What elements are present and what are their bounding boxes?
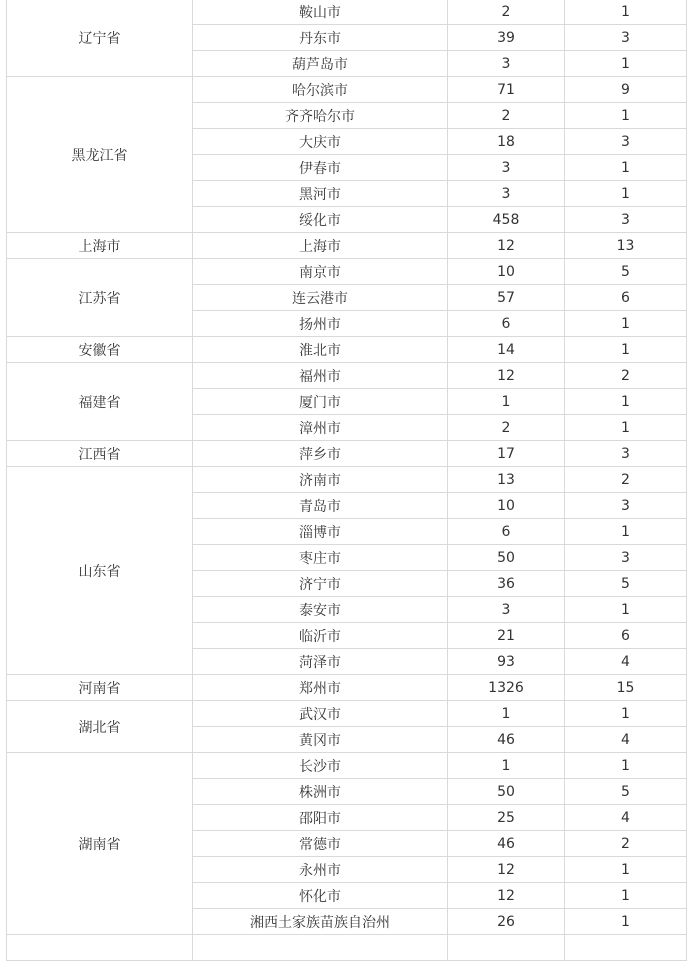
value-a-cell: 2 <box>448 415 565 441</box>
city-cell: 福州市 <box>193 363 448 389</box>
table-row <box>7 337 687 363</box>
city-cell: 泰安市 <box>193 597 448 623</box>
table-row <box>7 675 687 701</box>
value-b-cell: 3 <box>565 129 687 155</box>
value-a-cell: 3 <box>448 51 565 77</box>
value-a-cell: 13 <box>448 467 565 493</box>
value-b-cell: 3 <box>565 25 687 51</box>
value-b-cell: 1 <box>565 311 687 337</box>
city-cell: 丹东市 <box>193 25 448 51</box>
city-cell: 济南市 <box>193 467 448 493</box>
empty-cell <box>7 935 193 961</box>
table-row <box>7 753 687 779</box>
city-cell: 常德市 <box>193 831 448 857</box>
city-cell: 漳州市 <box>193 415 448 441</box>
value-b-cell: 5 <box>565 259 687 285</box>
value-a-cell: 71 <box>448 77 565 103</box>
value-a-cell: 3 <box>448 181 565 207</box>
value-b-cell: 9 <box>565 77 687 103</box>
empty-cell <box>448 935 565 961</box>
city-cell: 长沙市 <box>193 753 448 779</box>
province-cell: 上海市 <box>7 233 193 259</box>
value-a-cell: 39 <box>448 25 565 51</box>
value-a-cell: 2 <box>448 0 565 25</box>
city-cell: 济宁市 <box>193 571 448 597</box>
city-cell: 青岛市 <box>193 493 448 519</box>
value-a-cell: 3 <box>448 597 565 623</box>
value-a-cell: 21 <box>448 623 565 649</box>
value-a-cell: 12 <box>448 857 565 883</box>
value-b-cell: 3 <box>565 207 687 233</box>
table-row <box>7 233 687 259</box>
table-row-partial <box>7 935 687 961</box>
province-cell: 江苏省 <box>7 259 193 337</box>
value-a-cell: 1 <box>448 389 565 415</box>
city-cell: 临沂市 <box>193 623 448 649</box>
value-a-cell: 25 <box>448 805 565 831</box>
value-a-cell: 10 <box>448 259 565 285</box>
value-b-cell: 1 <box>565 909 687 935</box>
city-cell: 鞍山市 <box>193 0 448 25</box>
city-cell: 株洲市 <box>193 779 448 805</box>
value-a-cell: 93 <box>448 649 565 675</box>
value-a-cell: 1 <box>448 701 565 727</box>
value-b-cell: 4 <box>565 727 687 753</box>
empty-cell <box>193 935 448 961</box>
value-b-cell: 5 <box>565 779 687 805</box>
province-cell: 福建省 <box>7 363 193 441</box>
city-cell: 黑河市 <box>193 181 448 207</box>
value-b-cell: 1 <box>565 857 687 883</box>
city-cell: 扬州市 <box>193 311 448 337</box>
city-cell: 淮北市 <box>193 337 448 363</box>
value-b-cell: 1 <box>565 51 687 77</box>
province-cell: 山东省 <box>7 467 193 675</box>
value-b-cell: 4 <box>565 805 687 831</box>
value-a-cell: 50 <box>448 779 565 805</box>
value-b-cell: 1 <box>565 883 687 909</box>
city-data-table <box>6 0 687 961</box>
value-b-cell: 13 <box>565 233 687 259</box>
value-b-cell: 1 <box>565 597 687 623</box>
empty-cell <box>565 935 687 961</box>
value-a-cell: 46 <box>448 727 565 753</box>
value-b-cell: 3 <box>565 441 687 467</box>
city-cell: 怀化市 <box>193 883 448 909</box>
table-row <box>7 77 687 103</box>
value-b-cell: 1 <box>565 337 687 363</box>
city-cell: 黄冈市 <box>193 727 448 753</box>
value-a-cell: 1 <box>448 753 565 779</box>
value-b-cell: 2 <box>565 831 687 857</box>
value-b-cell: 2 <box>565 467 687 493</box>
province-cell: 江西省 <box>7 441 193 467</box>
value-a-cell: 12 <box>448 363 565 389</box>
city-cell: 葫芦岛市 <box>193 51 448 77</box>
city-cell: 枣庄市 <box>193 545 448 571</box>
value-a-cell: 17 <box>448 441 565 467</box>
city-cell: 永州市 <box>193 857 448 883</box>
value-a-cell: 18 <box>448 129 565 155</box>
city-cell: 连云港市 <box>193 285 448 311</box>
value-a-cell: 46 <box>448 831 565 857</box>
value-a-cell: 458 <box>448 207 565 233</box>
city-cell: 郑州市 <box>193 675 448 701</box>
value-a-cell: 6 <box>448 519 565 545</box>
value-a-cell: 36 <box>448 571 565 597</box>
value-b-cell: 1 <box>565 155 687 181</box>
value-b-cell: 3 <box>565 545 687 571</box>
city-cell: 萍乡市 <box>193 441 448 467</box>
value-b-cell: 5 <box>565 571 687 597</box>
province-cell: 湖南省 <box>7 753 193 935</box>
value-b-cell: 1 <box>565 389 687 415</box>
table-row <box>7 363 687 389</box>
value-b-cell: 1 <box>565 753 687 779</box>
table-row <box>7 0 687 25</box>
table-row <box>7 701 687 727</box>
value-b-cell: 3 <box>565 493 687 519</box>
value-a-cell: 12 <box>448 233 565 259</box>
value-b-cell: 1 <box>565 181 687 207</box>
value-b-cell: 1 <box>565 701 687 727</box>
value-a-cell: 12 <box>448 883 565 909</box>
city-cell: 伊春市 <box>193 155 448 181</box>
value-b-cell: 2 <box>565 363 687 389</box>
city-cell: 湘西土家族苗族自治州 <box>193 909 448 935</box>
value-a-cell: 2 <box>448 103 565 129</box>
city-cell: 上海市 <box>193 233 448 259</box>
value-a-cell: 14 <box>448 337 565 363</box>
city-cell: 大庆市 <box>193 129 448 155</box>
table-row <box>7 441 687 467</box>
city-cell: 南京市 <box>193 259 448 285</box>
value-b-cell: 15 <box>565 675 687 701</box>
table-row <box>7 259 687 285</box>
value-b-cell: 1 <box>565 103 687 129</box>
province-cell: 黑龙江省 <box>7 77 193 233</box>
province-cell: 河南省 <box>7 675 193 701</box>
province-cell: 安徽省 <box>7 337 193 363</box>
city-cell: 齐齐哈尔市 <box>193 103 448 129</box>
province-cell: 辽宁省 <box>7 0 193 77</box>
value-b-cell: 1 <box>565 0 687 25</box>
value-b-cell: 4 <box>565 649 687 675</box>
value-b-cell: 1 <box>565 519 687 545</box>
city-cell: 武汉市 <box>193 701 448 727</box>
value-a-cell: 26 <box>448 909 565 935</box>
value-a-cell: 1326 <box>448 675 565 701</box>
value-b-cell: 1 <box>565 415 687 441</box>
city-cell: 绥化市 <box>193 207 448 233</box>
value-b-cell: 6 <box>565 623 687 649</box>
value-b-cell: 6 <box>565 285 687 311</box>
province-cell: 湖北省 <box>7 701 193 753</box>
city-cell: 淄博市 <box>193 519 448 545</box>
city-cell: 厦门市 <box>193 389 448 415</box>
city-cell: 邵阳市 <box>193 805 448 831</box>
table-row <box>7 467 687 493</box>
city-cell: 菏泽市 <box>193 649 448 675</box>
value-a-cell: 57 <box>448 285 565 311</box>
value-a-cell: 50 <box>448 545 565 571</box>
table-body <box>7 0 687 961</box>
value-a-cell: 3 <box>448 155 565 181</box>
value-a-cell: 6 <box>448 311 565 337</box>
city-cell: 哈尔滨市 <box>193 77 448 103</box>
value-a-cell: 10 <box>448 493 565 519</box>
